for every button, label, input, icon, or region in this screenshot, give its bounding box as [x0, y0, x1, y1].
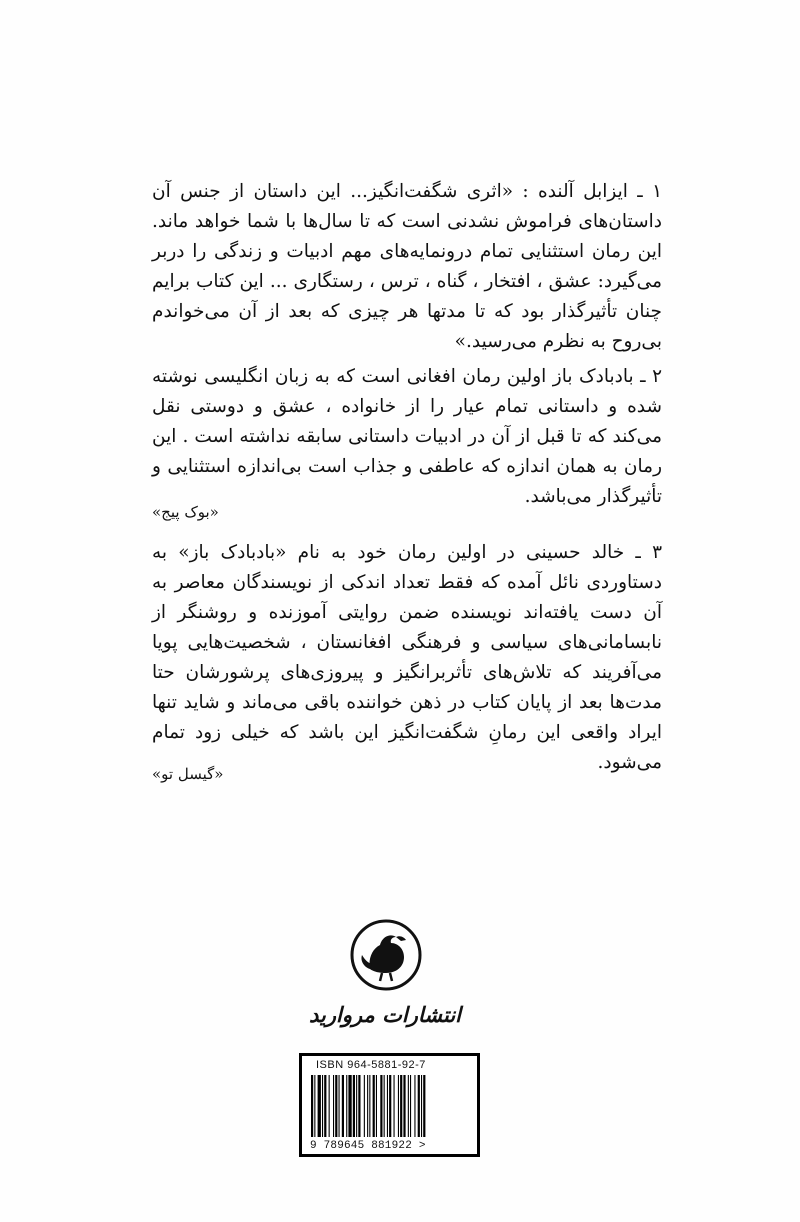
barcode-bar [384, 1075, 385, 1137]
barcode-bar [414, 1075, 415, 1137]
barcode-bar [324, 1075, 326, 1137]
barcode-panel [299, 1053, 480, 1157]
barcode-bar [333, 1075, 334, 1137]
barcode-bar [418, 1075, 420, 1137]
barcode-bar [380, 1075, 382, 1137]
barcode-icon [311, 1075, 468, 1139]
barcode-bar [373, 1075, 375, 1137]
barcode-bar [398, 1075, 399, 1137]
barcode-bar [311, 1075, 313, 1137]
review-paragraph-3: ۳ ـ خالد حسینی در اولین رمان خود به نام «بادبادک باز» به دستاوردی نائل آمده که فقط تعداد اندکی از نویسندگان معاصر به آن دست یافته‌اند نویسنده ضمن روایتی آموزنده و روشنگر از نابسامانی‌های سیاسی و فرهنگی افغانستان ، شخصیت‌هایی پویا می‌آفریند که تلاش‌های تأثربرانگیز و پیروزی‌های پرشورشان حتا مدت‌ها بعد از پایان کتاب در ذهن خواننده باقی می‌ماند و شاید تنها ایراد واقعی این رمانِ شگفت‌انگیز این باشد که خیلی زود تمام می‌شود. [152, 542, 662, 773]
barcode-bar [387, 1075, 388, 1137]
barcode-bar [400, 1075, 402, 1137]
barcode-bar [322, 1075, 323, 1137]
barcode-bar [389, 1075, 391, 1137]
attribution-book-page: «بوک پیج» [152, 503, 219, 521]
barcode-bar [329, 1075, 330, 1137]
barcode-bar [342, 1075, 344, 1137]
review-paragraph-1: ۱ ـ ایزابل آلنده : «اثری شگفت‌انگیز... این داستان از جنس آن داستان‌های فراموش نشدنی است که تا سال‌ها با شما خواهد ماند. این رمان استثنایی تمام درونمایه‌های مهم ادبیات و زندگی را دربر می‌گیرد: عشق ، افتخار ، گناه ، ترس ، رستگاری ... این کتاب برایم چنان تأثیرگذار بود که تا مدتها هر چیزی که بعد از آن می‌خواندم بی‌روح به نظرم می‌رسید.» [152, 181, 662, 352]
barcode-bar [364, 1075, 365, 1137]
barcode-bar [348, 1075, 351, 1137]
barcode-bar [335, 1075, 337, 1137]
barcode-bar [408, 1075, 409, 1137]
isbn-text: ISBN 964-5881-92-7 [316, 1059, 426, 1071]
barcode-bar [318, 1075, 321, 1137]
ean-digits: 9 789645 881922 > [310, 1140, 426, 1152]
publisher-logo-icon [346, 915, 426, 995]
barcode-bar [403, 1075, 405, 1137]
barcode-bar [376, 1075, 377, 1137]
attribution-second: «گیسل تو» [152, 765, 224, 783]
barcode-bar [339, 1075, 340, 1137]
barcode-bar [353, 1075, 355, 1137]
barcode-bar [367, 1075, 368, 1137]
barcode-bar [356, 1075, 357, 1137]
barcode-bar [394, 1075, 395, 1137]
barcode-bar [410, 1075, 411, 1137]
barcode-bar [314, 1075, 315, 1137]
barcode-bar [358, 1075, 360, 1137]
publisher-name: انتشارات مروارید [308, 1002, 462, 1027]
barcode-bar [421, 1075, 422, 1137]
barcode-bar [369, 1075, 370, 1137]
barcode-bar [346, 1075, 347, 1137]
barcode-bar [423, 1075, 425, 1137]
review-paragraph-2: ۲ ـ بادبادک باز اولین رمان افغانی است که به زبان انگلیسی نوشته شده و داستانی تمام عیار را از خانواده ، عشق و دوستی نقل می‌کند که تا قبل از آن در ادبیات داستانی سابقه نداشته است . این رمان به همان اندازه که عاطفی و جذاب است بی‌اندازه استثنایی و تأثیرگذار می‌باشد. [152, 366, 662, 507]
